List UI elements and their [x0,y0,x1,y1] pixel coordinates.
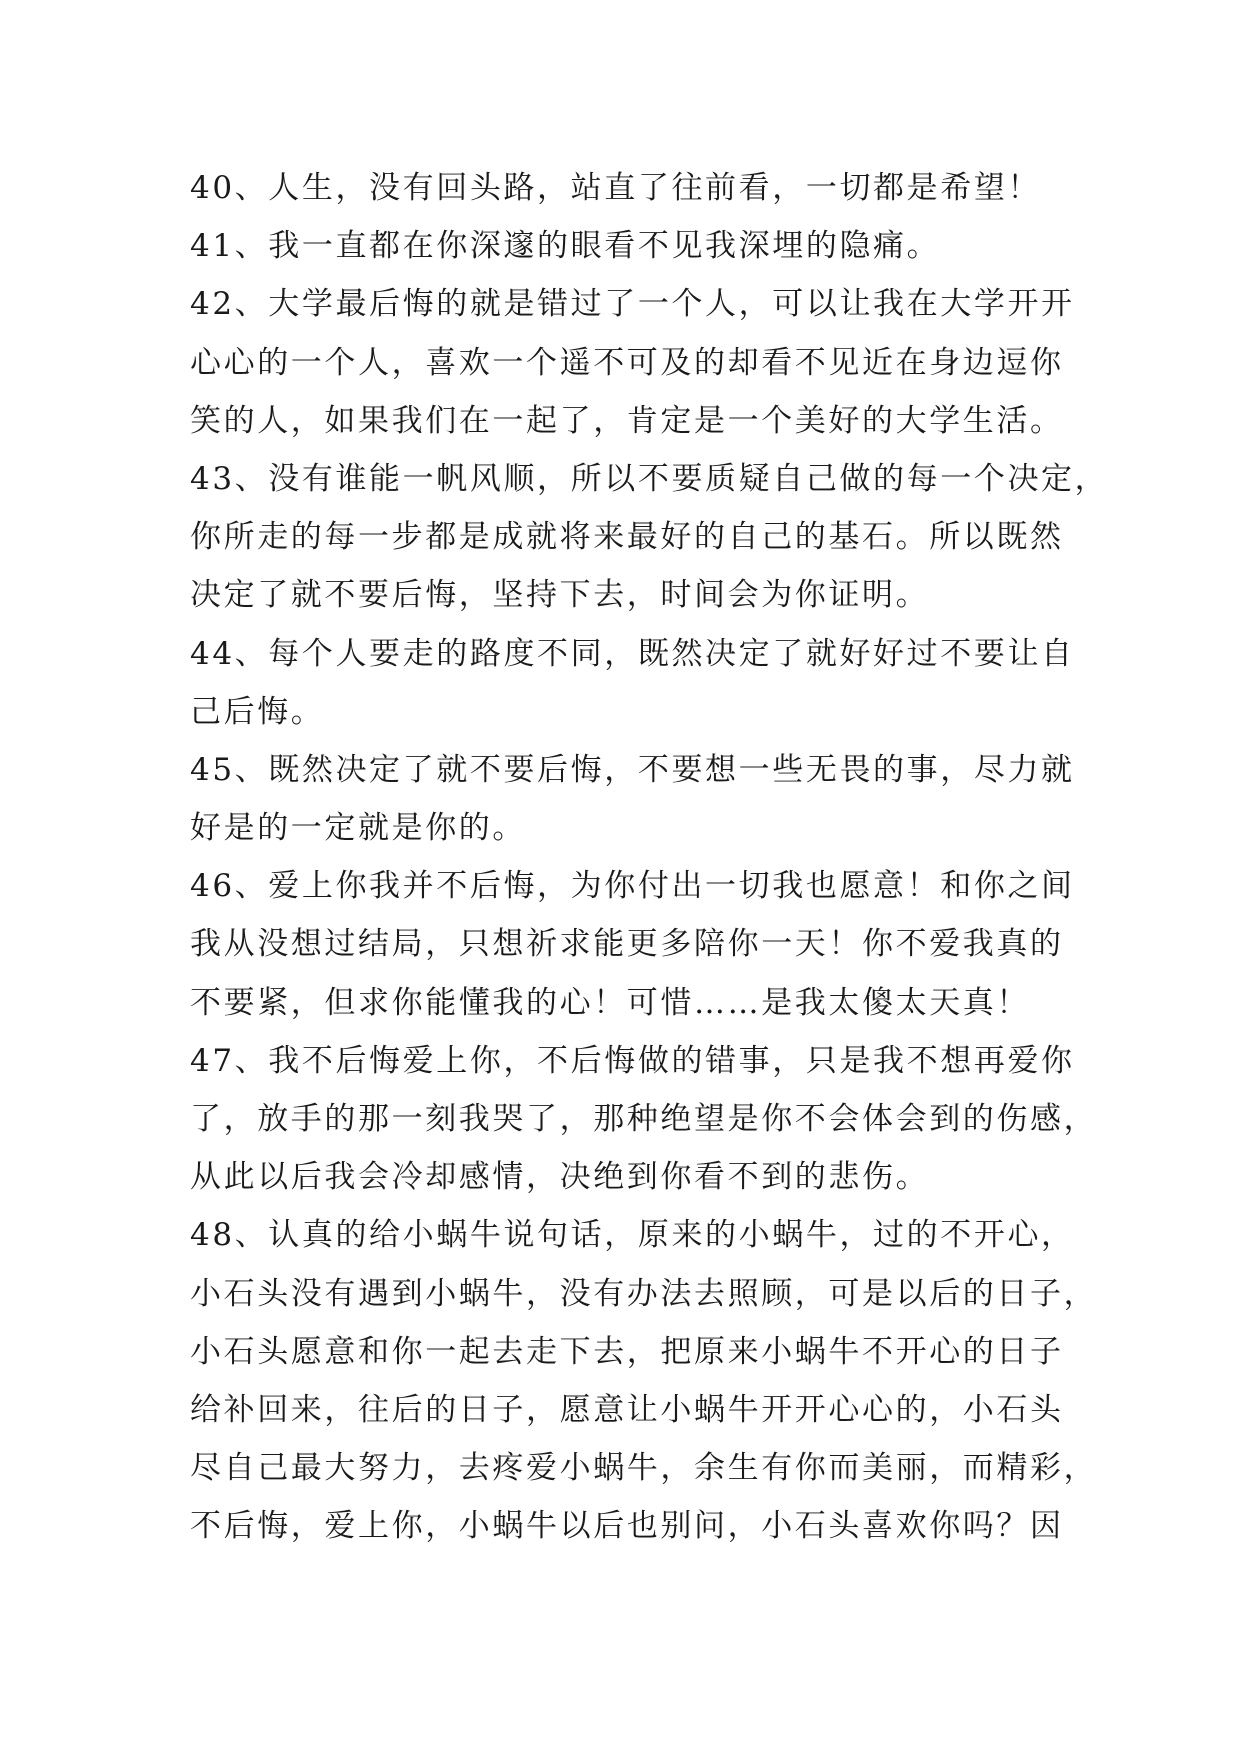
body-text [190,159,1109,1556]
text-line: 41、我一直都在你深邃的眼看不见我深埋的隐痛。 [190,228,941,265]
text-line: 44、每个人要走的路度不同，既然决定了就好好过不要让自 [190,635,1075,672]
text-line: 笑的人，如果我们在一起了，肯定是一个美好的大学生活。 [190,402,1064,439]
text-line: 40、人生，没有回头路，站直了往前看，一切都是希望！ [190,170,1042,206]
text-line: 好是的一定就是你的。 [190,810,526,847]
text-line: 给补回来，往后的日子，愿意让小蜗牛开开心心的，小石头 [190,1391,1064,1428]
text-line: 从此以后我会冷却感情，决绝到你看不到的悲伤。 [190,1159,930,1196]
text-line: 46、爱上你我并不后悔，为你付出一切我也愿意！和你之间 [190,868,1075,905]
text-line: 己后悔。 [190,693,325,730]
text-line: 45、既然决定了就不要后悔，不要想一些无畏的事，尽力就 [190,751,1075,788]
text-line: 尽自己最大努力，去疼爱小蜗牛，余生有你而美丽，而精彩， [190,1450,1098,1487]
text-line: 不要紧，但求你能懂我的心！可惜……是我太傻太天真！ [190,984,1030,1021]
text-line: 了，放手的那一刻我哭了，那种绝望是你不会体会到的伤感， [190,1101,1098,1137]
text-line: 不后悔，爱上你，小蜗牛以后也别问，小石头喜欢你吗？因 [190,1508,1064,1545]
text-line: 47、我不后悔爱上你，不后悔做的错事，只是我不想再爱你 [190,1042,1075,1079]
text-line: 小石头愿意和你一起去走下去，把原来小蜗牛不开心的日子 [190,1333,1064,1370]
text-line: 你所走的每一步都是成就将来最好的自己的基石。所以既然 [190,519,1064,556]
text-line: 决定了就不要后悔，坚持下去，时间会为你证明。 [190,577,930,614]
text-line: 心心的一个人，喜欢一个遥不可及的却看不见近在身边逗你 [190,344,1064,381]
text-line: 42、大学最后悔的就是错过了一个人，可以让我在大学开开 [190,286,1075,323]
text-line: 43、没有谁能一帆风顺，所以不要质疑自己做的每一个决定， [190,460,1109,497]
text-line: 我从没想过结局，只想祈求能更多陪你一天！你不爱我真的 [190,926,1064,963]
text-line: 小石头没有遇到小蜗牛，没有办法去照顾，可是以后的日子， [190,1275,1098,1312]
text-line: 48、认真的给小蜗牛说句话，原来的小蜗牛，过的不开心， [190,1217,1075,1254]
